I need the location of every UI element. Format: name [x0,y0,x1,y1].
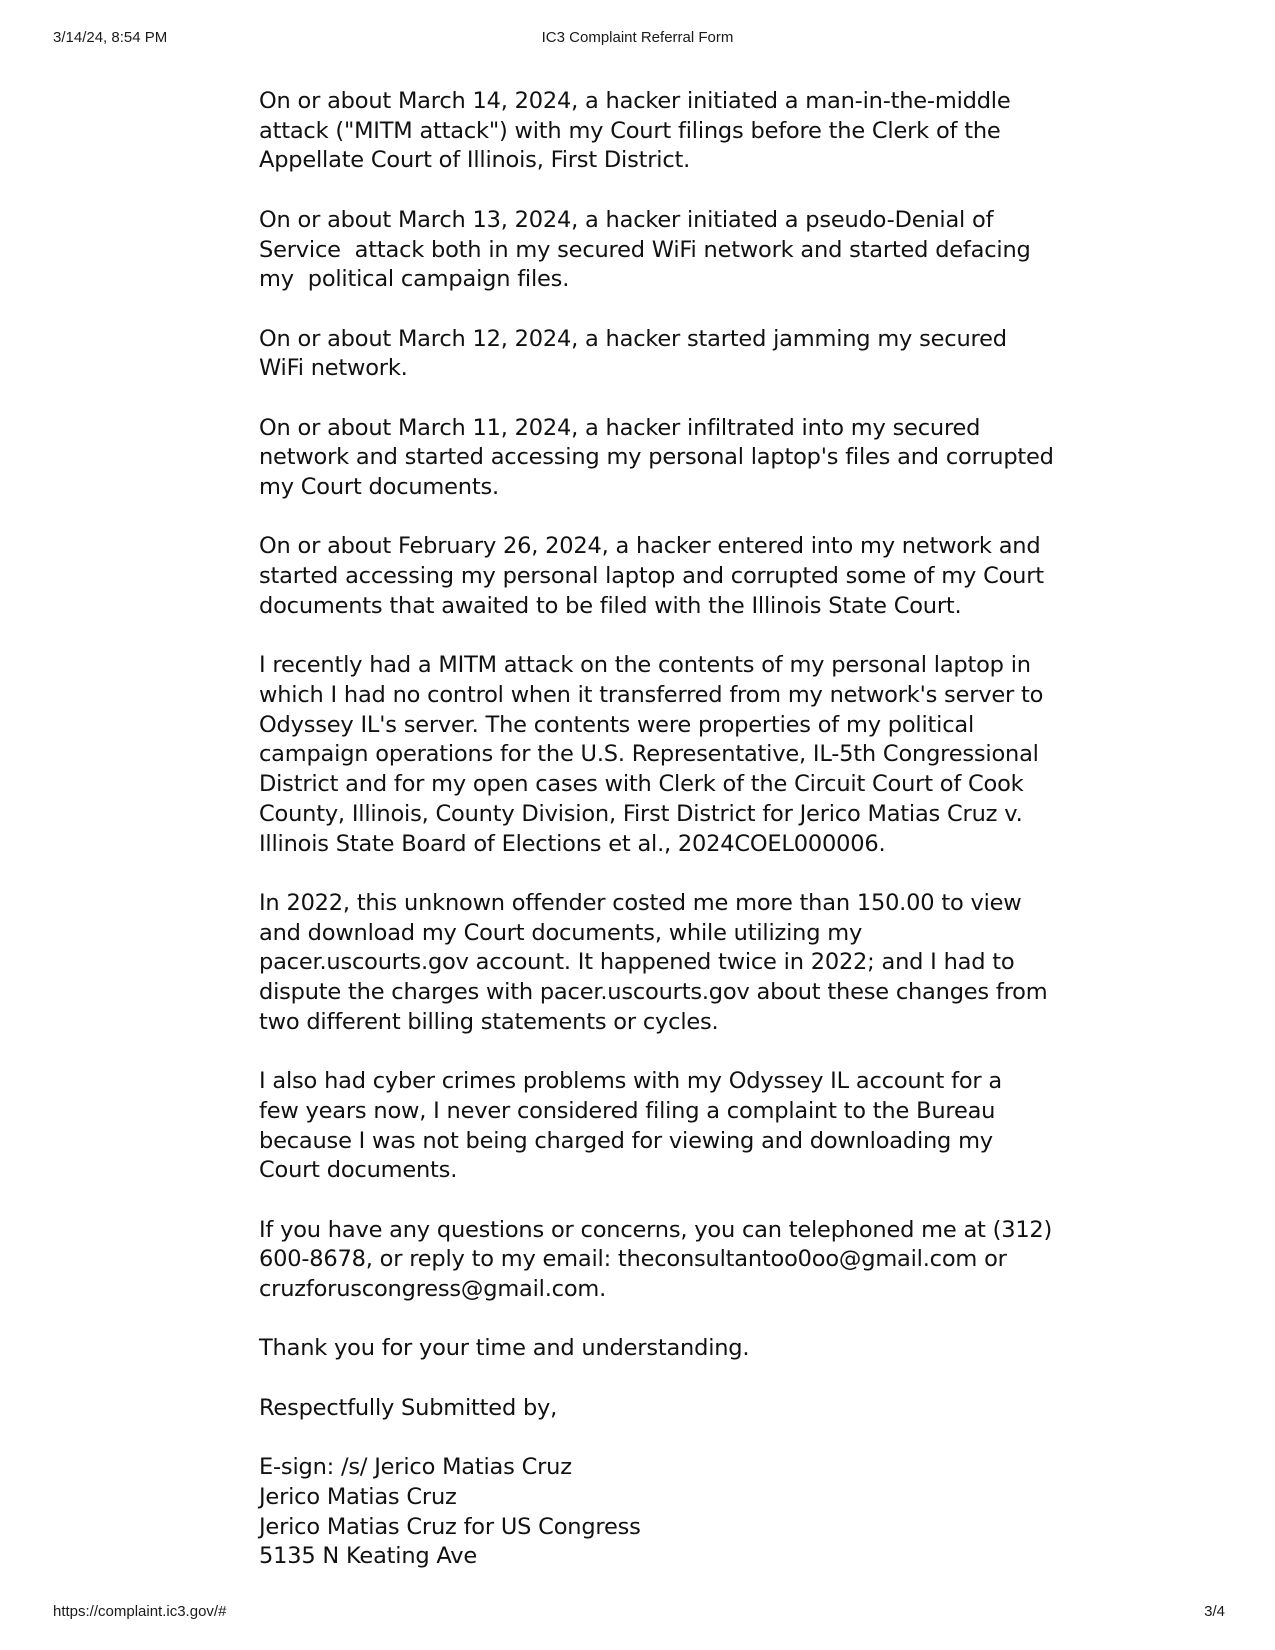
print-datetime: 3/14/24, 8:54 PM [53,29,168,46]
print-header [0,29,1275,49]
print-footer [0,1603,1275,1623]
page-url: https://complaint.ic3.gov/# [53,1603,227,1620]
paragraph-mitm-attack: I recently had a MITM attack on the contents of my personal laptop in which I had no control when it transferred from my network's server to Odyssey IL's server. The contents were properties of my political campaign operations for the U.S. Representative, IL-5th Congressional District and for my open cases with Clerk of the Circuit Court of Cook County, Illinois, County Division, First District for Jerico Matias Cruz v. Illinois State Board of Elections et al., 2024COEL000006. [259,652,1044,857]
paragraph-contact-info: If you have any questions or concerns, you can telephoned me at (312) 600-8678, or reply to my email: theconsultantoo0oo@gmail.com or cruzforuscongress@gmail.com. [259,1216,1053,1302]
paragraph-odyssey-problems: I also had cyber crimes problems with my Odyssey IL account for a few years now, I never considered filing a complaint to the Bureau because I was not being charged for viewing and downloading my Court documents. [259,1068,1002,1184]
paragraph-march-14: On or about March 14, 2024, a hacker initiated a man-in-the-middle attack ("MITM attack") with my Court filings before the Clerk of the Appellate Court of Illinois, First District. [259,88,1011,174]
paragraph-march-13: On or about March 13, 2024, a hacker initiated a pseudo-Denial of Service attack both in my secured WiFi network and started defacing my political campaign files. [259,206,1031,293]
paragraph-2022-charges: In 2022, this unknown offender costed me more than 150.00 to view and download my Court documents, while utilizing my pacer.uscourts.gov account. It happened twice in 2022; and I had to dispute the charges with pacer.uscourts.gov about these changes from two different billing statements or cycles. [259,889,1048,1035]
document-title: IC3 Complaint Referral Form [541,29,734,46]
page-number: 3/4 [1204,1603,1225,1620]
signature-block: E-sign: /s/ Jerico Matias Cruz Jerico Matias Cruz Jerico Matias Cruz for US Congress 5135 N Keating Ave [259,1454,641,1570]
paragraph-march-12: On or about March 12, 2024, a hacker started jamming my secured WiFi network. [259,325,1007,382]
paragraph-closing: Respectfully Submitted by, [259,1394,558,1421]
letter-body [259,87,1059,1572]
paragraph-february-26: On or about February 26, 2024, a hacker entered into my network and started accessing my personal laptop and corrupted some of my Court documents that awaited to be filed with the Illinois State Court. [259,533,1044,619]
paragraph-march-11: On or about March 11, 2024, a hacker infiltrated into my secured network and started accessing my personal laptop's files and corrupted my Court documents. [259,414,1054,501]
paragraph-thank-you: Thank you for your time and understanding. [259,1335,750,1362]
